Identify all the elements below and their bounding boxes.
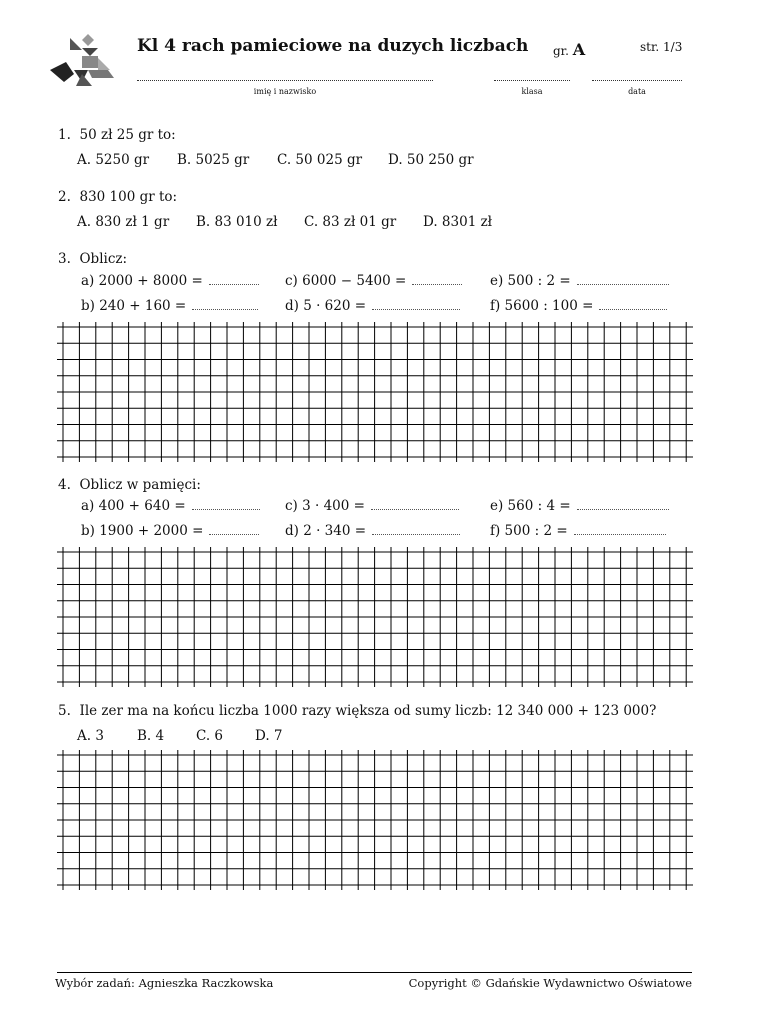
question-text: Ile zer ma na końcu liczba 1000 razy większa od sumy liczb: 12 340 000 + 123 000? bbox=[79, 703, 657, 719]
q1-option-a[interactable]: A. 5250 gr bbox=[77, 152, 150, 168]
answer-blank[interactable] bbox=[574, 524, 666, 535]
q2-option-b[interactable]: B. 83 010 zł bbox=[196, 214, 278, 230]
item-text: c) 6000 − 5400 = bbox=[285, 273, 407, 289]
item-text: b) 1900 + 2000 = bbox=[81, 523, 204, 539]
q1-option-d[interactable]: D. 50 250 gr bbox=[388, 152, 474, 168]
question-5 bbox=[58, 703, 656, 719]
item-text: e) 500 : 2 = bbox=[490, 273, 571, 289]
scratch-grid[interactable] bbox=[57, 547, 693, 687]
item-text: f) 5600 : 100 = bbox=[490, 298, 594, 314]
q4-item-f bbox=[490, 523, 666, 539]
scratch-grid[interactable] bbox=[57, 750, 693, 890]
q2-option-d[interactable]: D. 8301 zł bbox=[423, 214, 493, 230]
q4-item-b bbox=[81, 523, 259, 539]
question-3 bbox=[58, 251, 127, 267]
q4-item-e bbox=[490, 498, 669, 514]
question-number: 5. bbox=[58, 703, 71, 719]
name-field[interactable] bbox=[137, 80, 433, 81]
answer-blank[interactable] bbox=[209, 274, 259, 285]
answer-blank[interactable] bbox=[599, 299, 667, 310]
publisher-logo bbox=[48, 34, 118, 90]
group-label bbox=[553, 40, 585, 59]
q1-option-c[interactable]: C. 50 025 gr bbox=[277, 152, 363, 168]
q4-item-d bbox=[285, 523, 460, 539]
q3-item-f bbox=[490, 298, 667, 314]
answer-blank[interactable] bbox=[371, 499, 459, 510]
answer-blank[interactable] bbox=[192, 499, 260, 510]
group-letter: A bbox=[572, 40, 586, 59]
date-field-label: data bbox=[628, 87, 646, 96]
item-text: c) 3 · 400 = bbox=[285, 498, 365, 514]
q5-option-b[interactable]: B. 4 bbox=[137, 728, 165, 744]
question-text: Oblicz w pamięci: bbox=[79, 477, 201, 493]
q2-option-a[interactable]: A. 830 zł 1 gr bbox=[77, 214, 170, 230]
answer-blank[interactable] bbox=[372, 299, 460, 310]
question-number: 2. bbox=[58, 189, 71, 205]
answer-blank[interactable] bbox=[577, 274, 669, 285]
page-number: str. 1/3 bbox=[640, 40, 683, 54]
q3-item-b bbox=[81, 298, 258, 314]
question-number: 3. bbox=[58, 251, 71, 267]
item-text: d) 2 · 340 = bbox=[285, 523, 367, 539]
q3-item-e bbox=[490, 273, 669, 289]
q5-option-a[interactable]: A. 3 bbox=[77, 728, 104, 744]
footer-author: Wybór zadań: Agnieszka Raczkowska bbox=[55, 976, 274, 990]
group-prefix: gr. bbox=[553, 44, 569, 58]
item-text: d) 5 · 620 = bbox=[285, 298, 367, 314]
item-text: a) 400 + 640 = bbox=[81, 498, 186, 514]
q4-item-a bbox=[81, 498, 260, 514]
q3-item-c bbox=[285, 273, 462, 289]
q3-item-d bbox=[285, 298, 460, 314]
question-number: 4. bbox=[58, 477, 71, 493]
q2-option-c[interactable]: C. 83 zł 01 gr bbox=[304, 214, 397, 230]
q5-option-d[interactable]: D. 7 bbox=[255, 728, 283, 744]
item-text: b) 240 + 160 = bbox=[81, 298, 187, 314]
scratch-grid[interactable] bbox=[57, 322, 693, 462]
question-text: Oblicz: bbox=[79, 251, 128, 267]
name-field-label: imię i nazwisko bbox=[253, 87, 317, 96]
answer-blank[interactable] bbox=[209, 524, 259, 535]
question-1 bbox=[58, 127, 176, 143]
item-text: a) 2000 + 8000 = bbox=[81, 273, 203, 289]
item-text: e) 560 : 4 = bbox=[490, 498, 571, 514]
answer-blank[interactable] bbox=[372, 524, 460, 535]
answer-blank[interactable] bbox=[192, 299, 258, 310]
footer-divider bbox=[57, 972, 692, 973]
answer-blank[interactable] bbox=[412, 274, 462, 285]
answer-blank[interactable] bbox=[577, 499, 669, 510]
q1-option-b[interactable]: B. 5025 gr bbox=[177, 152, 250, 168]
question-text: 50 zł 25 gr to: bbox=[79, 127, 176, 143]
question-text: 830 100 gr to: bbox=[79, 189, 178, 205]
question-2 bbox=[58, 189, 177, 205]
class-field-label: klasa bbox=[521, 87, 543, 96]
worksheet-title: Kl 4 rach pamieciowe na duzych liczbach bbox=[137, 36, 529, 56]
class-field[interactable] bbox=[494, 80, 570, 81]
q5-option-c[interactable]: C. 6 bbox=[196, 728, 224, 744]
footer-copyright: Copyright © Gdańskie Wydawnictwo Oświatowe bbox=[408, 976, 692, 990]
q4-item-c bbox=[285, 498, 459, 514]
q3-item-a bbox=[81, 273, 259, 289]
item-text: f) 500 : 2 = bbox=[490, 523, 568, 539]
date-field[interactable] bbox=[592, 80, 682, 81]
question-number: 1. bbox=[58, 127, 71, 143]
question-4 bbox=[58, 477, 201, 493]
